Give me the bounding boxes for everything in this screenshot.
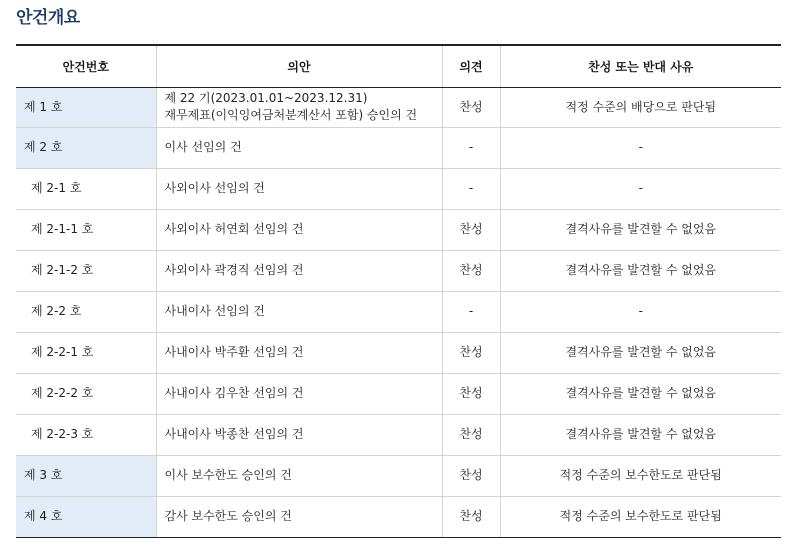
agenda-opinion: - bbox=[442, 291, 500, 332]
agenda-item: 사내이사 선임의 건 bbox=[156, 291, 442, 332]
agenda-item: 사외이사 선임의 건 bbox=[156, 168, 442, 209]
section-title: 안건개요 bbox=[16, 8, 80, 28]
agenda-opinion: - bbox=[442, 168, 500, 209]
agenda-reason: - bbox=[500, 127, 781, 168]
agenda-item: 사내이사 박종찬 선임의 건 bbox=[156, 414, 442, 455]
agenda-item: 감사 보수한도 승인의 건 bbox=[156, 496, 442, 537]
agenda-reason: 적정 수준의 보수한도로 판단됨 bbox=[500, 496, 781, 537]
agenda-no: 제 2-1-1 호 bbox=[16, 209, 156, 250]
agenda-item: 이사 선임의 건 bbox=[156, 127, 442, 168]
agenda-reason: 적정 수준의 배당으로 판단됨 bbox=[500, 87, 781, 127]
table-row bbox=[16, 496, 781, 537]
agenda-item-line: 제 22 기(2023.01.01~2023.12.31) bbox=[164, 91, 368, 105]
agenda-no: 제 2-2 호 bbox=[16, 291, 156, 332]
table-row bbox=[16, 127, 781, 168]
table-row bbox=[16, 209, 781, 250]
agenda-no: 제 2-1-2 호 bbox=[16, 250, 156, 291]
agenda-reason: 결격사유를 발견할 수 없었음 bbox=[500, 250, 781, 291]
table-row bbox=[16, 414, 781, 455]
table-row bbox=[16, 373, 781, 414]
agenda-no: 제 2-2-2 호 bbox=[16, 373, 156, 414]
table-header-row bbox=[16, 45, 781, 87]
agenda-item: 사외이사 허연회 선임의 건 bbox=[156, 209, 442, 250]
agenda-item: 사내이사 김우찬 선임의 건 bbox=[156, 373, 442, 414]
agenda-no: 제 3 호 bbox=[16, 455, 156, 496]
header-agenda-no: 안건번호 bbox=[16, 45, 156, 87]
agenda-item-line: 재무제표(이익잉여금처분계산서 포함) 승인의 건 bbox=[164, 108, 418, 122]
header-opinion: 의견 bbox=[442, 45, 500, 87]
agenda-no: 제 2-2-1 호 bbox=[16, 332, 156, 373]
table-row bbox=[16, 250, 781, 291]
agenda-opinion: 찬성 bbox=[442, 496, 500, 537]
agenda-no: 제 2-1 호 bbox=[16, 168, 156, 209]
agenda-reason: - bbox=[500, 291, 781, 332]
table-row bbox=[16, 291, 781, 332]
agenda-no: 제 1 호 bbox=[16, 87, 156, 127]
agenda-item: 이사 보수한도 승인의 건 bbox=[156, 455, 442, 496]
header-item: 의안 bbox=[156, 45, 442, 87]
agenda-opinion: 찬성 bbox=[442, 455, 500, 496]
agenda-item bbox=[156, 87, 442, 127]
agenda-no: 제 2-2-3 호 bbox=[16, 414, 156, 455]
agenda-opinion: 찬성 bbox=[442, 414, 500, 455]
agenda-opinion: - bbox=[442, 127, 500, 168]
agenda-reason: 결격사유를 발견할 수 없었음 bbox=[500, 332, 781, 373]
agenda-opinion: 찬성 bbox=[442, 250, 500, 291]
agenda-no: 제 4 호 bbox=[16, 496, 156, 537]
agenda-reason: 결격사유를 발견할 수 없었음 bbox=[500, 373, 781, 414]
table-row bbox=[16, 87, 781, 127]
agenda-reason: - bbox=[500, 168, 781, 209]
table-row bbox=[16, 168, 781, 209]
agenda-item: 사외이사 곽경직 선임의 건 bbox=[156, 250, 442, 291]
agenda-no: 제 2 호 bbox=[16, 127, 156, 168]
table-row bbox=[16, 332, 781, 373]
agenda-reason: 결격사유를 발견할 수 없었음 bbox=[500, 414, 781, 455]
agenda-opinion: 찬성 bbox=[442, 332, 500, 373]
agenda-reason: 결격사유를 발견할 수 없었음 bbox=[500, 209, 781, 250]
agenda-reason: 적정 수준의 보수한도로 판단됨 bbox=[500, 455, 781, 496]
agenda-item: 사내이사 박주환 선임의 건 bbox=[156, 332, 442, 373]
agenda-opinion: 찬성 bbox=[442, 373, 500, 414]
agenda-opinion: 찬성 bbox=[442, 87, 500, 127]
header-reason: 찬성 또는 반대 사유 bbox=[500, 45, 781, 87]
agenda-opinion: 찬성 bbox=[442, 209, 500, 250]
agenda-table bbox=[16, 44, 781, 538]
table-row bbox=[16, 455, 781, 496]
